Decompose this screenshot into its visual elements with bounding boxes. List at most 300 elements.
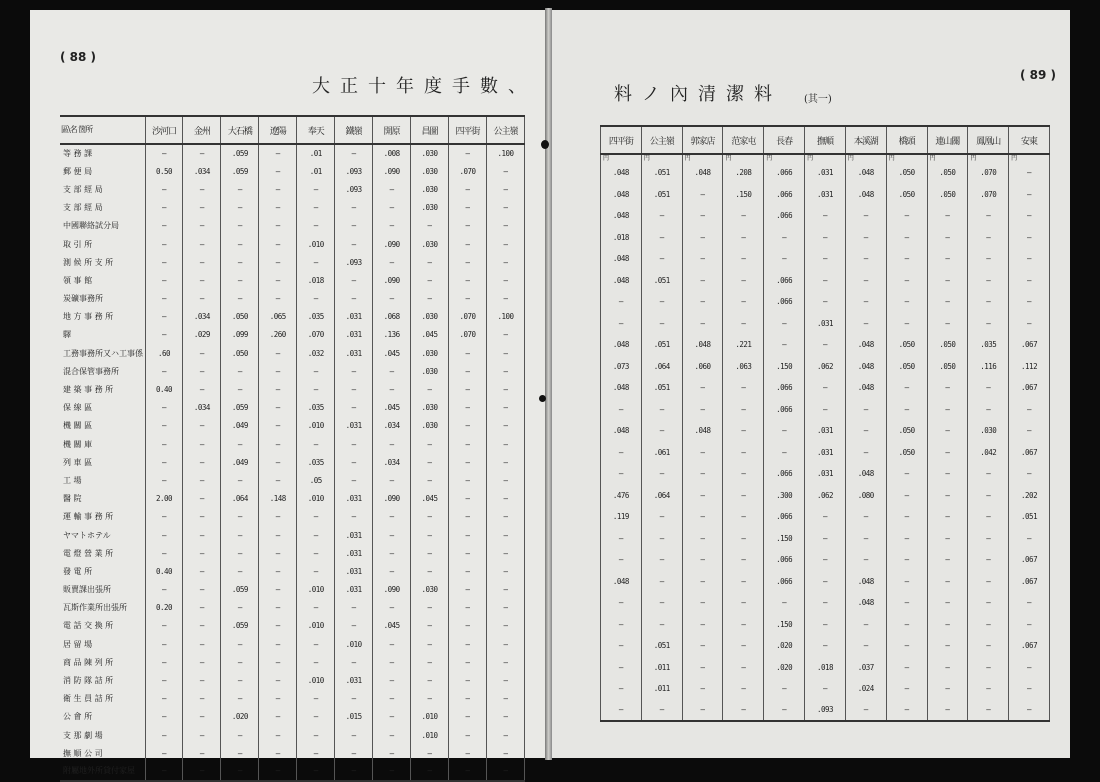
- table-cell: .051: [641, 334, 682, 356]
- table-cell: —: [805, 227, 846, 249]
- unit-cell: 円: [805, 154, 846, 162]
- table-cell: —: [682, 614, 723, 636]
- table-cell: —: [449, 744, 487, 762]
- table-cell: —: [145, 308, 183, 326]
- column-header: 四平街: [449, 116, 487, 144]
- table-cell: .050: [886, 356, 927, 378]
- table-cell: —: [259, 417, 297, 435]
- table-cell: —: [805, 592, 846, 614]
- table-cell: —: [335, 271, 373, 289]
- table-row: [60, 290, 525, 308]
- table-cell: —: [805, 291, 846, 313]
- table-cell: .050: [927, 162, 968, 184]
- table-cell: —: [723, 549, 764, 571]
- table-cell: —: [641, 549, 682, 571]
- table-cell: —: [373, 217, 411, 235]
- row-label: 衛 生 員 詰 所: [63, 694, 114, 704]
- table-cell: .031: [335, 308, 373, 326]
- row-label: 混合保管事務所: [63, 366, 119, 376]
- table-cell: —: [145, 726, 183, 744]
- table-cell: —: [335, 617, 373, 635]
- table-cell: —: [1009, 528, 1050, 550]
- table-cell: —: [1009, 420, 1050, 442]
- table-cell: —: [886, 291, 927, 313]
- table-cell: —: [449, 508, 487, 526]
- table-cell: —: [335, 199, 373, 217]
- table-cell: —: [259, 180, 297, 198]
- table-cell: —: [221, 271, 259, 289]
- table-cell: .048: [601, 270, 642, 292]
- table-cell: —: [411, 508, 449, 526]
- table-cell: —: [297, 362, 335, 380]
- table-cell: —: [335, 726, 373, 744]
- table-cell: —: [297, 199, 335, 217]
- table-cell: —: [486, 762, 524, 780]
- table-cell: —: [297, 253, 335, 271]
- table-cell: .037: [845, 657, 886, 679]
- table-cell: —: [221, 471, 259, 489]
- table-cell: —: [641, 291, 682, 313]
- table-cell: .031: [805, 184, 846, 206]
- table-row: [601, 463, 1050, 485]
- binding-hole: [539, 395, 546, 402]
- table-cell: —: [259, 435, 297, 453]
- table-row: [601, 205, 1050, 227]
- table-cell: —: [723, 377, 764, 399]
- table-cell: —: [968, 313, 1009, 335]
- table-cell: .150: [723, 184, 764, 206]
- table-cell: —: [641, 420, 682, 442]
- table-cell: —: [411, 253, 449, 271]
- table-cell: .031: [805, 420, 846, 442]
- table-cell: —: [183, 344, 221, 362]
- table-cell: —: [183, 235, 221, 253]
- table-cell: —: [259, 617, 297, 635]
- table-cell: —: [486, 253, 524, 271]
- table-cell: —: [601, 657, 642, 679]
- table-cell: —: [449, 180, 487, 198]
- row-label: 支 那 劇 場: [63, 730, 103, 740]
- table-cell: —: [641, 528, 682, 550]
- table-cell: .260: [259, 326, 297, 344]
- table-cell: —: [145, 471, 183, 489]
- table-cell: —: [411, 435, 449, 453]
- table-cell: —: [183, 617, 221, 635]
- left-page-number: ( 88 ): [60, 50, 97, 64]
- table-cell: —: [297, 508, 335, 526]
- table-cell: —: [373, 671, 411, 689]
- table-cell: —: [259, 526, 297, 544]
- table-cell: —: [1009, 463, 1050, 485]
- table-cell: —: [723, 420, 764, 442]
- table-cell: .048: [845, 571, 886, 593]
- table-cell: —: [221, 671, 259, 689]
- table-cell: —: [845, 635, 886, 657]
- table-cell: —: [682, 291, 723, 313]
- table-cell: —: [259, 144, 297, 162]
- row-label: 醫 院: [63, 494, 82, 504]
- table-cell: —: [682, 571, 723, 593]
- table-cell: .020: [764, 635, 805, 657]
- table-row: [60, 399, 525, 417]
- table-cell: —: [486, 581, 524, 599]
- table-cell: .048: [601, 334, 642, 356]
- column-header: 昌圖: [411, 116, 449, 144]
- table-cell: .048: [601, 205, 642, 227]
- table-cell: .050: [886, 334, 927, 356]
- table-cell: 0.50: [145, 162, 183, 180]
- table-cell: —: [1009, 227, 1050, 249]
- table-cell: —: [411, 290, 449, 308]
- table-cell: —: [145, 581, 183, 599]
- table-row: [60, 199, 525, 217]
- table-cell: —: [221, 762, 259, 780]
- table-row: [60, 581, 525, 599]
- row-label: 等 務 課: [63, 149, 93, 159]
- table-cell: .050: [221, 308, 259, 326]
- table-cell: —: [259, 399, 297, 417]
- table-cell: —: [601, 442, 642, 464]
- table-cell: —: [145, 271, 183, 289]
- table-cell: .063: [723, 356, 764, 378]
- table-cell: .050: [927, 184, 968, 206]
- row-label: 電 燈 營 業 所: [63, 548, 114, 558]
- left-page-title: 大正十年度手數、: [312, 76, 536, 97]
- table-cell: .048: [601, 162, 642, 184]
- table-cell: .010: [411, 708, 449, 726]
- table-cell: .05: [297, 471, 335, 489]
- table-cell: —: [486, 599, 524, 617]
- table-cell: —: [183, 453, 221, 471]
- table-cell: —: [145, 180, 183, 198]
- table-cell: —: [297, 599, 335, 617]
- table-cell: —: [845, 227, 886, 249]
- table-cell: .064: [641, 356, 682, 378]
- table-cell: —: [723, 485, 764, 507]
- table-cell: —: [1009, 162, 1050, 184]
- table-cell: —: [723, 678, 764, 700]
- row-label: 機 關 區: [63, 421, 93, 431]
- table-cell: .010: [297, 235, 335, 253]
- table-cell: 2.00: [145, 490, 183, 508]
- table-cell: .030: [968, 420, 1009, 442]
- table-cell: —: [373, 599, 411, 617]
- table-cell: .010: [297, 581, 335, 599]
- unit-cell: 円: [723, 154, 764, 162]
- table-cell: —: [723, 227, 764, 249]
- table-cell: —: [449, 362, 487, 380]
- table-cell: —: [259, 217, 297, 235]
- table-cell: —: [601, 313, 642, 335]
- table-cell: .202: [1009, 485, 1050, 507]
- table-cell: —: [927, 506, 968, 528]
- table-row: [60, 744, 525, 762]
- table-cell: .066: [764, 162, 805, 184]
- table-cell: —: [297, 544, 335, 562]
- table-cell: —: [373, 544, 411, 562]
- table-cell: —: [221, 726, 259, 744]
- table-cell: —: [927, 442, 968, 464]
- table-cell: —: [449, 271, 487, 289]
- table-row: [60, 635, 525, 653]
- table-cell: —: [723, 313, 764, 335]
- table-cell: —: [927, 592, 968, 614]
- table-row: [601, 420, 1050, 442]
- table-cell: .035: [297, 399, 335, 417]
- row-label: 運 輸 事 務 所: [63, 512, 114, 522]
- table-row: [601, 162, 1050, 184]
- table-cell: .018: [297, 271, 335, 289]
- table-cell: .030: [411, 180, 449, 198]
- table-cell: —: [764, 248, 805, 270]
- row-label: 驛: [63, 330, 71, 340]
- table-cell: —: [886, 399, 927, 421]
- table-cell: —: [449, 344, 487, 362]
- column-header: 鐵嶺: [335, 116, 373, 144]
- table-cell: —: [486, 471, 524, 489]
- table-cell: .010: [297, 490, 335, 508]
- table-cell: —: [183, 180, 221, 198]
- table-cell: .050: [886, 420, 927, 442]
- table-cell: —: [1009, 248, 1050, 270]
- table-row: [60, 653, 525, 671]
- table-cell: —: [145, 399, 183, 417]
- table-cell: —: [145, 144, 183, 162]
- table-cell: .062: [805, 356, 846, 378]
- column-header: 長春: [764, 126, 805, 154]
- table-cell: .059: [221, 617, 259, 635]
- table-cell: —: [682, 377, 723, 399]
- table-cell: —: [297, 635, 335, 653]
- table-cell: —: [221, 380, 259, 398]
- table-cell: —: [297, 744, 335, 762]
- unit-cell: 円: [682, 154, 723, 162]
- table-cell: .035: [297, 453, 335, 471]
- row-label: 建 築 事 務 所: [63, 385, 114, 395]
- table-cell: —: [411, 217, 449, 235]
- table-cell: —: [641, 700, 682, 722]
- table-cell: —: [486, 544, 524, 562]
- table-cell: —: [486, 617, 524, 635]
- table-cell: —: [259, 344, 297, 362]
- table-cell: —: [845, 248, 886, 270]
- table-cell: —: [373, 744, 411, 762]
- table-row: [601, 291, 1050, 313]
- table-cell: —: [723, 614, 764, 636]
- table-cell: —: [886, 248, 927, 270]
- table-row: [60, 235, 525, 253]
- left-fee-table: [60, 115, 525, 782]
- table-cell: 0.20: [145, 599, 183, 617]
- table-cell: —: [183, 435, 221, 453]
- table-cell: —: [927, 700, 968, 722]
- table-cell: —: [968, 399, 1009, 421]
- table-cell: —: [764, 700, 805, 722]
- table-cell: —: [297, 290, 335, 308]
- table-cell: —: [183, 253, 221, 271]
- table-cell: .051: [641, 377, 682, 399]
- table-cell: .031: [335, 526, 373, 544]
- table-row: [601, 485, 1050, 507]
- table-cell: .067: [1009, 549, 1050, 571]
- table-cell: —: [486, 417, 524, 435]
- table-cell: —: [682, 635, 723, 657]
- table-cell: —: [411, 380, 449, 398]
- table-cell: —: [927, 399, 968, 421]
- table-cell: —: [805, 334, 846, 356]
- table-cell: .050: [886, 442, 927, 464]
- table-cell: .067: [1009, 442, 1050, 464]
- table-cell: —: [297, 180, 335, 198]
- table-cell: .030: [411, 308, 449, 326]
- table-cell: .048: [682, 420, 723, 442]
- table-cell: —: [335, 690, 373, 708]
- table-cell: —: [968, 463, 1009, 485]
- table-cell: —: [145, 199, 183, 217]
- table-cell: —: [805, 678, 846, 700]
- table-cell: .070: [449, 326, 487, 344]
- table-cell: —: [221, 526, 259, 544]
- column-header: 奉天: [297, 116, 335, 144]
- table-cell: —: [641, 313, 682, 335]
- unit-row: [601, 154, 1050, 162]
- table-cell: —: [297, 217, 335, 235]
- unit-cell: 円: [601, 154, 642, 162]
- table-cell: —: [373, 562, 411, 580]
- column-header: 本溪湖: [845, 126, 886, 154]
- table-row: [601, 227, 1050, 249]
- table-cell: .090: [373, 581, 411, 599]
- table-cell: —: [449, 544, 487, 562]
- table-cell: —: [845, 700, 886, 722]
- table-cell: —: [259, 726, 297, 744]
- table-cell: —: [183, 599, 221, 617]
- table-cell: —: [449, 417, 487, 435]
- table-cell: —: [259, 690, 297, 708]
- table-cell: —: [805, 528, 846, 550]
- table-cell: —: [641, 571, 682, 593]
- table-row: [601, 184, 1050, 206]
- table-cell: —: [486, 490, 524, 508]
- table-cell: .119: [601, 506, 642, 528]
- table-row: [601, 506, 1050, 528]
- table-cell: .031: [335, 490, 373, 508]
- table-cell: —: [145, 217, 183, 235]
- table-cell: —: [373, 708, 411, 726]
- table-cell: .031: [805, 463, 846, 485]
- table-cell: .066: [764, 184, 805, 206]
- table-cell: —: [335, 599, 373, 617]
- table-cell: —: [183, 271, 221, 289]
- table-cell: —: [927, 549, 968, 571]
- table-cell: —: [486, 690, 524, 708]
- table-cell: .031: [335, 581, 373, 599]
- table-cell: —: [373, 653, 411, 671]
- table-cell: —: [641, 463, 682, 485]
- table-cell: .070: [968, 162, 1009, 184]
- table-cell: .066: [764, 399, 805, 421]
- table-cell: —: [486, 453, 524, 471]
- table-cell: —: [641, 205, 682, 227]
- table-cell: —: [805, 614, 846, 636]
- table-cell: .048: [845, 334, 886, 356]
- table-cell: —: [486, 435, 524, 453]
- table-cell: —: [886, 205, 927, 227]
- table-row: [60, 762, 525, 780]
- table-cell: .015: [335, 708, 373, 726]
- table-cell: .051: [641, 184, 682, 206]
- table-cell: —: [335, 290, 373, 308]
- table-cell: —: [449, 235, 487, 253]
- unit-cell: 円: [1009, 154, 1050, 162]
- table-cell: —: [373, 726, 411, 744]
- table-cell: —: [259, 162, 297, 180]
- table-cell: .150: [764, 528, 805, 550]
- table-cell: .048: [601, 248, 642, 270]
- left-page: [30, 10, 545, 776]
- table-cell: —: [723, 463, 764, 485]
- table-cell: —: [845, 399, 886, 421]
- table-cell: .010: [297, 417, 335, 435]
- table-cell: —: [486, 399, 524, 417]
- table-cell: —: [183, 199, 221, 217]
- table-cell: —: [845, 270, 886, 292]
- table-cell: .112: [1009, 356, 1050, 378]
- table-cell: —: [259, 762, 297, 780]
- table-cell: —: [723, 635, 764, 657]
- table-cell: .059: [221, 399, 259, 417]
- table-cell: —: [1009, 614, 1050, 636]
- table-cell: —: [486, 235, 524, 253]
- table-cell: .030: [411, 344, 449, 362]
- table-cell: —: [1009, 313, 1050, 335]
- table-cell: —: [183, 217, 221, 235]
- table-row: [60, 253, 525, 271]
- table-cell: —: [183, 490, 221, 508]
- table-cell: —: [968, 635, 1009, 657]
- table-cell: —: [805, 377, 846, 399]
- table-row: [60, 726, 525, 744]
- table-row: [60, 326, 525, 344]
- table-cell: —: [845, 313, 886, 335]
- table-cell: —: [297, 726, 335, 744]
- table-cell: —: [449, 581, 487, 599]
- table-cell: —: [449, 562, 487, 580]
- table-cell: —: [968, 678, 1009, 700]
- table-cell: —: [335, 508, 373, 526]
- row-label: 附屬地外所貸付家屋: [60, 762, 145, 780]
- table-cell: .048: [845, 463, 886, 485]
- table-cell: —: [411, 544, 449, 562]
- table-cell: —: [449, 653, 487, 671]
- table-cell: —: [411, 744, 449, 762]
- unit-cell: 円: [968, 154, 1009, 162]
- table-cell: —: [601, 399, 642, 421]
- table-cell: —: [723, 528, 764, 550]
- table-cell: —: [486, 671, 524, 689]
- table-cell: .048: [845, 377, 886, 399]
- row-label: 測 候 所 支 所: [63, 257, 114, 267]
- table-cell: —: [486, 508, 524, 526]
- table-cell: —: [373, 762, 411, 780]
- row-label: 瓦斯作業所出張所: [63, 603, 127, 613]
- row-label: 販賣課出張所: [63, 585, 111, 595]
- table-cell: —: [1009, 291, 1050, 313]
- table-cell: —: [411, 762, 449, 780]
- table-cell: —: [886, 549, 927, 571]
- table-cell: —: [449, 490, 487, 508]
- table-cell: .116: [968, 356, 1009, 378]
